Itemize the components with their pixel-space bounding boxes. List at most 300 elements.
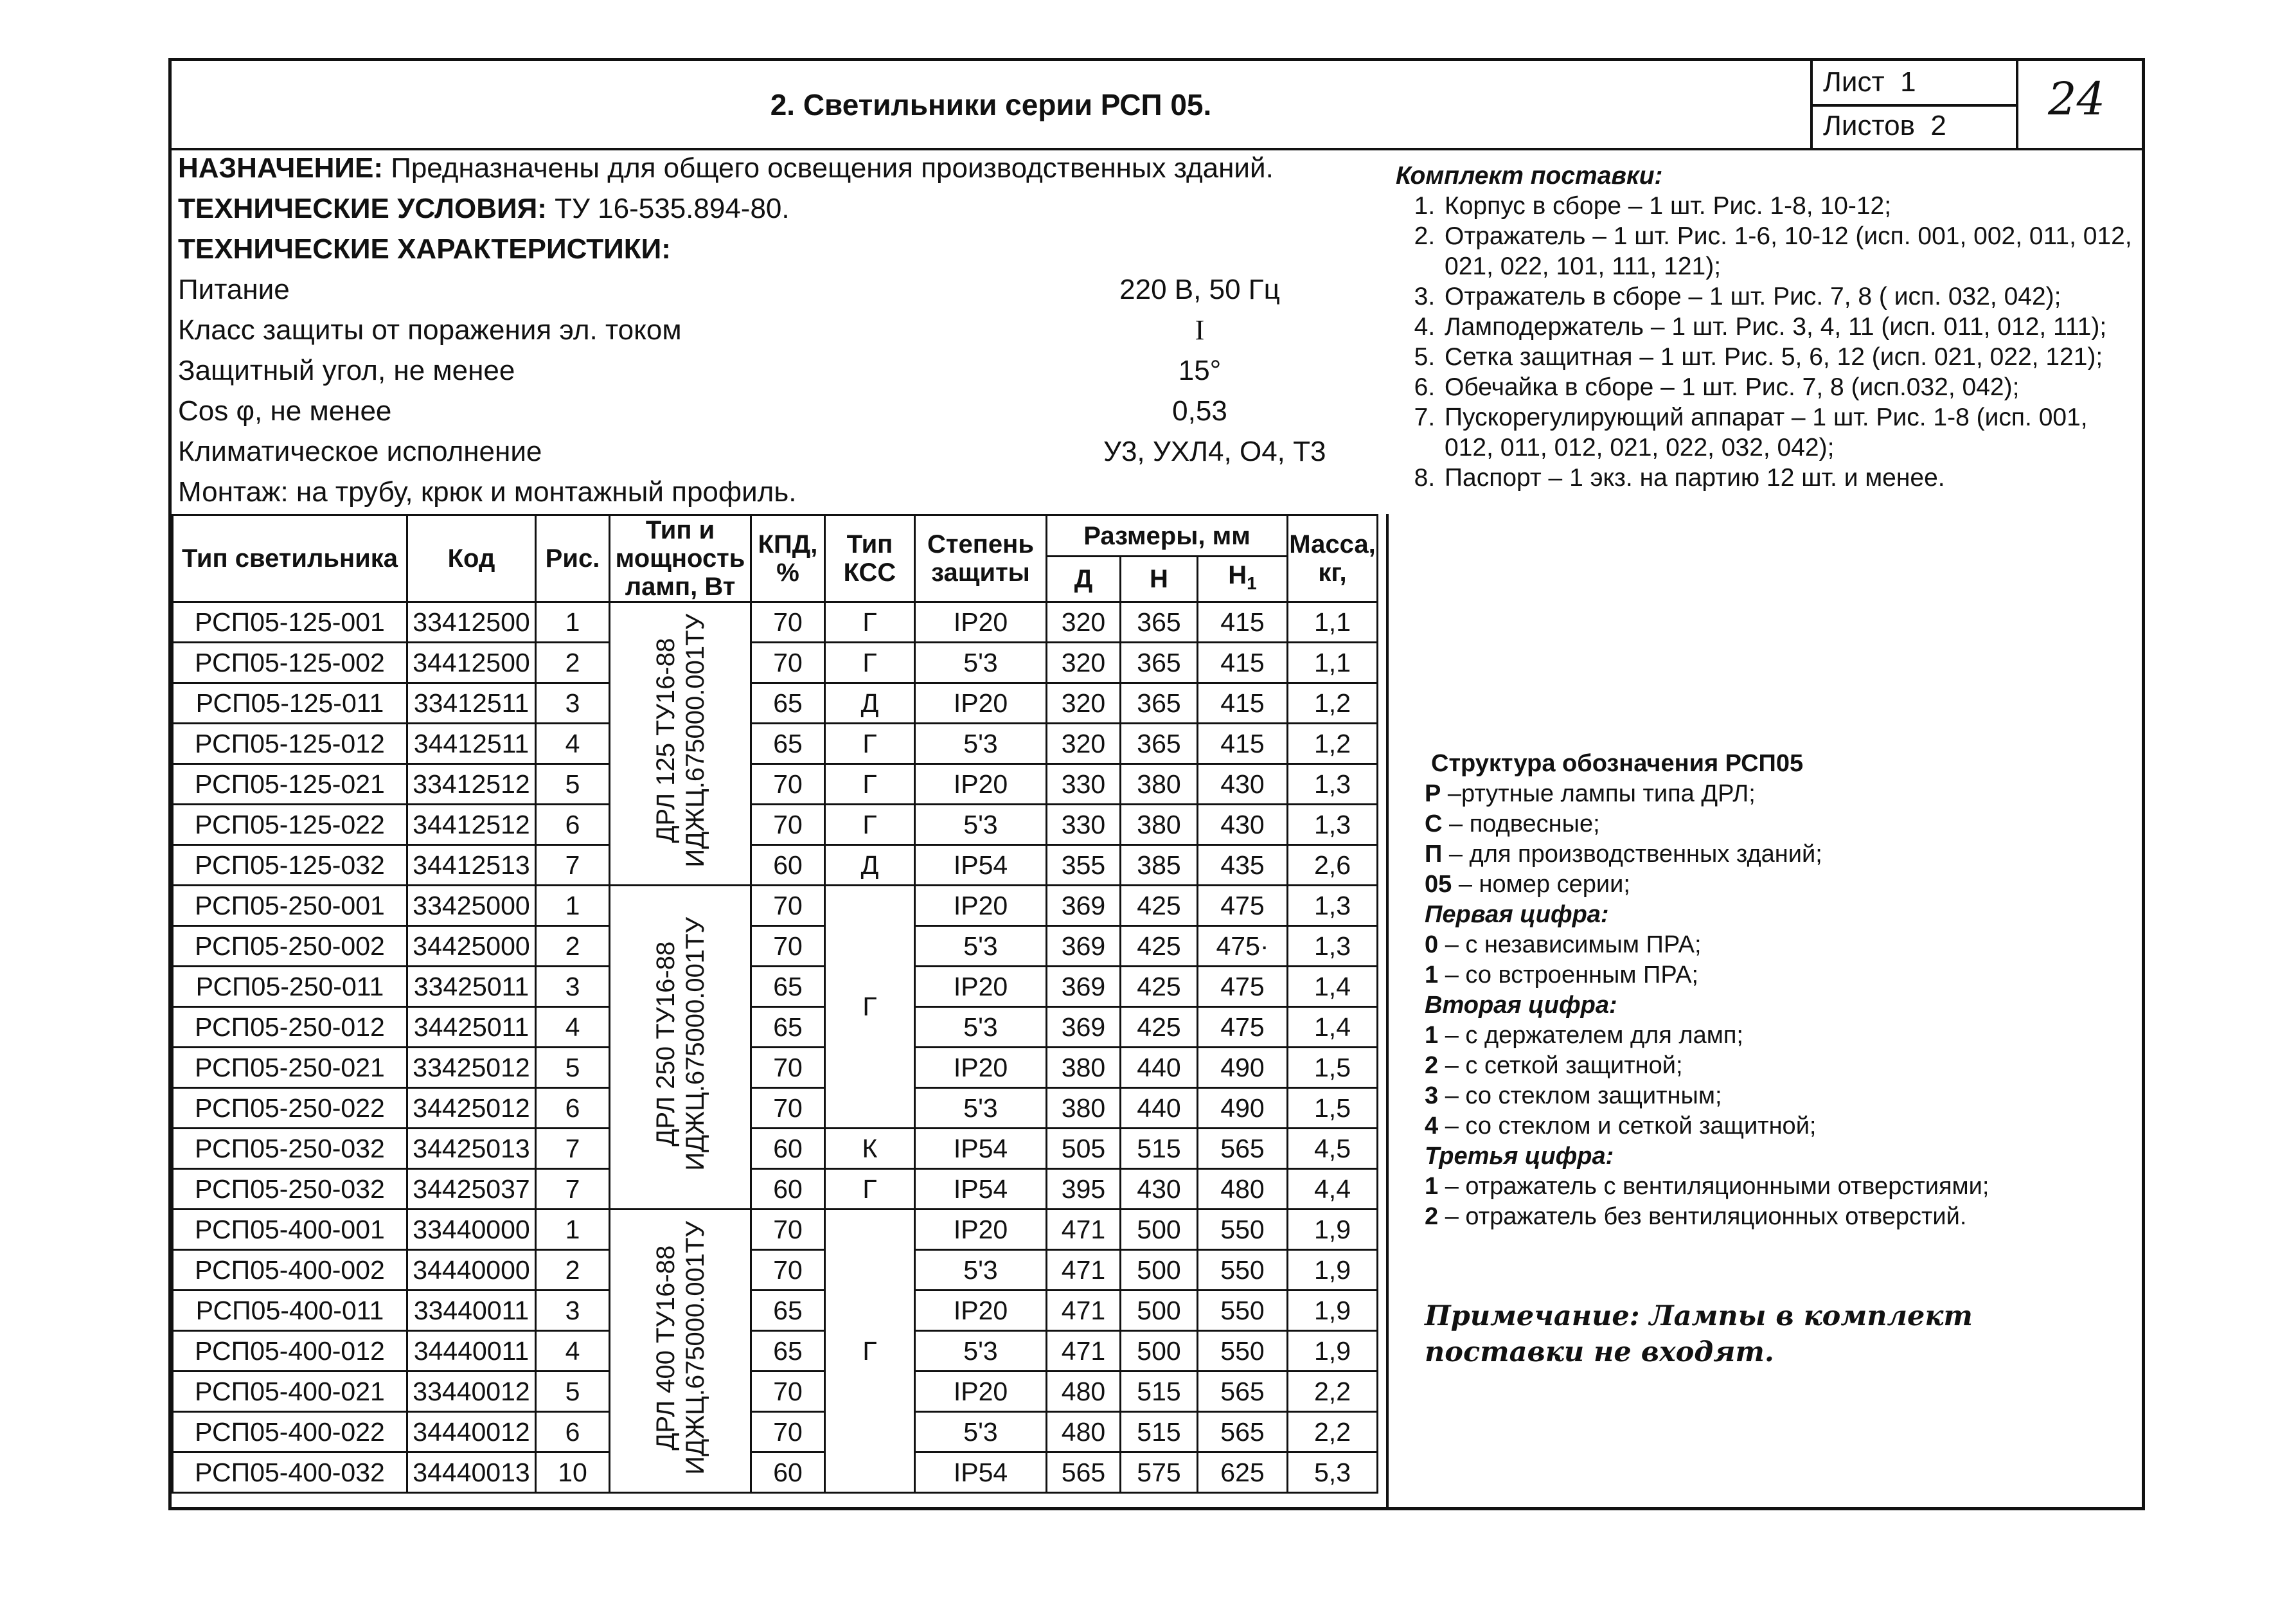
- structure-line: [1425, 839, 2131, 870]
- cell-type: РСП05-400-001: [173, 1210, 407, 1250]
- cell-protection: IP54: [915, 1452, 1047, 1493]
- code-digit: 0: [1425, 931, 1439, 958]
- cell-type: РСП05-400-021: [173, 1371, 407, 1412]
- cell-h: 365: [1121, 602, 1198, 643]
- cell-fig: 7: [536, 1129, 610, 1169]
- tu-text: ТУ 16-535.894-80.: [546, 193, 790, 224]
- tu-row: [178, 188, 1386, 229]
- table-row: [173, 764, 1378, 805]
- cell-kpd: 70: [751, 602, 825, 643]
- cell-fig: 3: [536, 1291, 610, 1331]
- structure-line: [1425, 930, 2131, 960]
- cell-type: РСП05-250-011: [173, 967, 407, 1007]
- cell-protection: IP54: [915, 1129, 1047, 1169]
- code-meaning: – с держателем для ламп;: [1438, 1022, 1743, 1049]
- cell-fig: 7: [536, 1169, 610, 1210]
- table-row: [173, 683, 1378, 724]
- cell-fig: 1: [536, 1210, 610, 1250]
- cell-protection: IP54: [915, 1169, 1047, 1210]
- code-letter: П: [1425, 841, 1443, 868]
- cell-kss: К: [825, 1129, 915, 1169]
- cell-h: 430: [1121, 1169, 1198, 1210]
- cell-kpd: 70: [751, 926, 825, 967]
- structure-title: Структура обозначения РСП05: [1431, 750, 1804, 777]
- sheets-value: 2: [1930, 110, 1946, 141]
- cell-mass: 2,2: [1288, 1412, 1378, 1452]
- cell-type: РСП05-125-011: [173, 683, 407, 724]
- cell-fig: 3: [536, 967, 610, 1007]
- table-row: [173, 967, 1378, 1007]
- cell-h: 365: [1121, 643, 1198, 683]
- cell-h: 425: [1121, 1007, 1198, 1048]
- spec-name: Класс защиты от поражения эл. током: [178, 314, 682, 346]
- structure-line: [1425, 779, 2131, 809]
- cell-fig: 1: [536, 886, 610, 926]
- cell-protection: 5'3: [915, 1412, 1047, 1452]
- structure-line: [1425, 1051, 2131, 1081]
- note-text: Примечание: Лампы в комплект поставки не входят.: [1425, 1300, 1973, 1368]
- lamp-group-line: ИДЖЦ.675000.001ТУ: [681, 1220, 709, 1475]
- cell-mass: 1,4: [1288, 1007, 1378, 1048]
- cell-code: 33440000: [407, 1210, 536, 1250]
- table-row: [173, 1169, 1378, 1210]
- column-divider: [1386, 514, 1389, 1507]
- cell-kss-group: Г: [825, 1210, 915, 1493]
- cell-kpd: 65: [751, 967, 825, 1007]
- lamp-group-line: ДРЛ 400 ТУ16-88: [651, 1245, 680, 1451]
- cell-type: РСП05-125-032: [173, 845, 407, 886]
- lamp-group-label: [651, 917, 710, 1171]
- cell-code: 33425012: [407, 1048, 536, 1088]
- cell-d: 380: [1047, 1088, 1121, 1129]
- purpose-row: [178, 148, 1386, 188]
- cell-h: 575: [1121, 1452, 1198, 1493]
- cell-type: РСП05-250-032: [173, 1129, 407, 1169]
- cell-fig: 5: [536, 764, 610, 805]
- cell-h1: 415: [1198, 602, 1288, 643]
- cell-protection: IP20: [915, 1210, 1047, 1250]
- cell-h: 385: [1121, 845, 1198, 886]
- code-digit: 2: [1425, 1203, 1439, 1230]
- cell-lamp-group: [610, 886, 751, 1210]
- code-meaning: – со стеклом и сеткой защитной;: [1438, 1112, 1817, 1139]
- cell-kpd: 65: [751, 1007, 825, 1048]
- cell-kpd: 70: [751, 764, 825, 805]
- cell-protection: 5'3: [915, 724, 1047, 764]
- cell-mass: 5,3: [1288, 1452, 1378, 1493]
- cell-type: РСП05-125-002: [173, 643, 407, 683]
- table-row: [173, 805, 1378, 845]
- table-row: [173, 1331, 1378, 1371]
- spec-value: I: [1195, 314, 1205, 346]
- code-digit: 1: [1425, 1173, 1439, 1200]
- cell-h1: 565: [1198, 1129, 1288, 1169]
- cell-mass: 1,2: [1288, 724, 1378, 764]
- cell-mass: 4,5: [1288, 1129, 1378, 1169]
- cell-h: 500: [1121, 1210, 1198, 1250]
- cell-protection: IP20: [915, 602, 1047, 643]
- sheet-label: Лист: [1823, 66, 1885, 98]
- cell-h1: 550: [1198, 1291, 1288, 1331]
- cell-mass: 1,9: [1288, 1210, 1378, 1250]
- cell-h: 365: [1121, 724, 1198, 764]
- cell-protection: 5'3: [915, 1088, 1047, 1129]
- delivery-item: 2. Отражатель – 1 шт. Рис. 1-6, 10-12 (исп. 001, 002, 011, 012, 021, 022, 101, 111, 121);: [1442, 221, 2135, 281]
- cell-fig: 2: [536, 643, 610, 683]
- cell-protection: IP20: [915, 683, 1047, 724]
- cell-code: 33412512: [407, 764, 536, 805]
- col-header-kss: Тип КСС: [825, 515, 915, 602]
- cell-protection: IP20: [915, 1291, 1047, 1331]
- cell-kss-group: Г: [825, 886, 915, 1129]
- cell-protection: IP20: [915, 1048, 1047, 1088]
- delivery-item: 8. Паспорт – 1 экз. на партию 12 шт. и менее.: [1442, 463, 2135, 493]
- cell-d: 320: [1047, 683, 1121, 724]
- cell-d: 471: [1047, 1331, 1121, 1371]
- cell-code: 34412512: [407, 805, 536, 845]
- cell-type: РСП05-400-012: [173, 1331, 407, 1371]
- cell-h1: 475: [1198, 886, 1288, 926]
- cell-h1: 550: [1198, 1210, 1288, 1250]
- cell-type: РСП05-400-002: [173, 1250, 407, 1291]
- cell-kss: Д: [825, 683, 915, 724]
- cell-code: 34425011: [407, 1007, 536, 1048]
- third-digit-label: Третья цифра:: [1425, 1143, 1614, 1170]
- cell-d: 480: [1047, 1412, 1121, 1452]
- cell-h: 365: [1121, 683, 1198, 724]
- cell-d: 369: [1047, 886, 1121, 926]
- structure-line: [1425, 1021, 2131, 1051]
- spec-row: [178, 350, 1386, 391]
- cell-h: 425: [1121, 967, 1198, 1007]
- specs-heading: [178, 229, 1386, 269]
- delivery-item: 6. Обечайка в сборе – 1 шт. Рис. 7, 8 (исп.032, 042);: [1442, 372, 2135, 402]
- code-digit: 3: [1425, 1082, 1439, 1109]
- spec-row: [178, 431, 1386, 472]
- spec-value: 0,53: [1172, 395, 1227, 427]
- cell-d: 380: [1047, 1048, 1121, 1088]
- code-letter: Р: [1425, 780, 1441, 807]
- code-meaning: –ртутные лампы типа ДРЛ;: [1441, 780, 1756, 807]
- table-row: [173, 845, 1378, 886]
- cell-d: 505: [1047, 1129, 1121, 1169]
- cell-code: 33412511: [407, 683, 536, 724]
- table-row: [173, 602, 1378, 643]
- cell-type: РСП05-250-021: [173, 1048, 407, 1088]
- cell-fig: 3: [536, 683, 610, 724]
- code-digit: 4: [1425, 1112, 1439, 1139]
- lamp-group-line: ИДЖЦ.675000.001ТУ: [681, 917, 709, 1171]
- col-header-mass: Масса, кг,: [1288, 515, 1378, 602]
- cell-kss: Г: [825, 602, 915, 643]
- cell-mass: 1,2: [1288, 683, 1378, 724]
- cell-protection: IP54: [915, 845, 1047, 886]
- lamp-group-label: [651, 614, 710, 868]
- col-header-type: Тип светильника: [173, 515, 407, 602]
- cell-h1: 475: [1198, 1007, 1288, 1048]
- cell-fig: 10: [536, 1452, 610, 1493]
- table-row: [173, 1291, 1378, 1331]
- cell-mass: 1,3: [1288, 764, 1378, 805]
- cell-h: 500: [1121, 1331, 1198, 1371]
- cell-h1: 550: [1198, 1250, 1288, 1291]
- spec-value: У3, УХЛ4, О4, Т3: [1103, 436, 1326, 467]
- cell-mass: 1,5: [1288, 1088, 1378, 1129]
- cell-code: 33440011: [407, 1291, 536, 1331]
- spec-row: [178, 310, 1386, 350]
- cell-h1: 550: [1198, 1331, 1288, 1371]
- cell-code: 34440013: [407, 1452, 536, 1493]
- cell-code: 33425000: [407, 886, 536, 926]
- cell-fig: 6: [536, 1412, 610, 1452]
- cell-h: 425: [1121, 886, 1198, 926]
- sheet-cell: [1823, 66, 1916, 98]
- h1-letter: Н: [1228, 560, 1247, 589]
- cell-code: 34425013: [407, 1129, 536, 1169]
- cell-kss: Д: [825, 845, 915, 886]
- first-digit-label: Первая цифра:: [1425, 901, 1609, 928]
- cell-protection: 5'3: [915, 926, 1047, 967]
- cell-code: 33412500: [407, 602, 536, 643]
- code-meaning: – для производственных зданий;: [1442, 841, 1822, 868]
- cell-d: 320: [1047, 724, 1121, 764]
- delivery-item: 7. Пускорегулирующий аппарат – 1 шт. Рис. 1-8 (исп. 001, 012, 011, 012, 021, 022, 032, 042);: [1442, 402, 2135, 463]
- cell-h1: 430: [1198, 764, 1288, 805]
- cell-fig: 6: [536, 805, 610, 845]
- col-header-protection: Степень защиты: [915, 515, 1047, 602]
- structure-line: [1425, 1081, 2131, 1111]
- cell-d: 369: [1047, 926, 1121, 967]
- spec-name: Питание: [178, 274, 290, 305]
- table-row: [173, 1048, 1378, 1088]
- cell-h1: 565: [1198, 1371, 1288, 1412]
- cell-fig: 4: [536, 1007, 610, 1048]
- cell-h1: 415: [1198, 643, 1288, 683]
- cell-kpd: 65: [751, 683, 825, 724]
- cell-mass: 1,9: [1288, 1291, 1378, 1331]
- cell-protection: 5'3: [915, 1331, 1047, 1371]
- cell-mass: 1,9: [1288, 1250, 1378, 1291]
- cell-kpd: 60: [751, 845, 825, 886]
- purpose-label: НАЗНАЧЕНИЕ:: [178, 152, 383, 184]
- cell-kss: Г: [825, 805, 915, 845]
- cell-d: 369: [1047, 967, 1121, 1007]
- cell-type: РСП05-250-002: [173, 926, 407, 967]
- cell-type: РСП05-400-032: [173, 1452, 407, 1493]
- cell-kpd: 70: [751, 805, 825, 845]
- cell-lamp-group: [610, 602, 751, 886]
- mounting-row: Монтаж: на трубу, крюк и монтажный профиль.: [178, 476, 797, 508]
- code-meaning: – отражатель с вентиляционными отверстиями;: [1438, 1173, 1989, 1200]
- cell-d: 369: [1047, 1007, 1121, 1048]
- delivery-item: 3. Отражатель в сборе – 1 шт. Рис. 7, 8 ( исп. 032, 042);: [1442, 281, 2135, 312]
- delivery-section: [1396, 161, 2135, 493]
- cell-h1: 490: [1198, 1088, 1288, 1129]
- cell-kpd: 60: [751, 1169, 825, 1210]
- structure-line: [1425, 960, 2131, 990]
- cell-h: 440: [1121, 1088, 1198, 1129]
- cell-d: 330: [1047, 805, 1121, 845]
- code-digit: 2: [1425, 1052, 1439, 1079]
- table-row: [173, 1371, 1378, 1412]
- tu-label: ТЕХНИЧЕСКИЕ УСЛОВИЯ:: [178, 193, 547, 224]
- cell-type: РСП05-250-032: [173, 1169, 407, 1210]
- cell-type: РСП05-125-001: [173, 602, 407, 643]
- cell-h1: 475: [1198, 967, 1288, 1007]
- cell-protection: IP20: [915, 886, 1047, 926]
- table-row: [173, 926, 1378, 967]
- cell-h: 380: [1121, 805, 1198, 845]
- second-digit-label: Вторая цифра:: [1425, 992, 1617, 1019]
- code-meaning: – подвесные;: [1442, 810, 1600, 837]
- cell-code: 34412513: [407, 845, 536, 886]
- code-meaning: – с сеткой защитной;: [1438, 1052, 1683, 1079]
- table-row: [173, 1412, 1378, 1452]
- cell-code: 34440012: [407, 1412, 536, 1452]
- cell-kpd: 70: [751, 1412, 825, 1452]
- table-row: [173, 1250, 1378, 1291]
- cell-fig: 2: [536, 926, 610, 967]
- cell-mass: 2,2: [1288, 1371, 1378, 1412]
- cell-h1: 565: [1198, 1412, 1288, 1452]
- cell-h: 440: [1121, 1048, 1198, 1088]
- cell-kpd: 70: [751, 643, 825, 683]
- table-row: [173, 1007, 1378, 1048]
- cell-kpd: 65: [751, 1291, 825, 1331]
- cell-lamp-group: [610, 1210, 751, 1493]
- delivery-item: 4. Ламподержатель – 1 шт. Рис. 3, 4, 11 (исп. 011, 012, 111);: [1442, 312, 2135, 342]
- cell-kpd: 70: [751, 1250, 825, 1291]
- page-number-handwritten: 24: [2048, 73, 2106, 125]
- spec-value: 15°: [1178, 355, 1222, 386]
- code-digit: 1: [1425, 1022, 1439, 1049]
- cell-mass: 1,1: [1288, 602, 1378, 643]
- page-title: 2. Светильники серии РСП 05.: [770, 87, 1212, 121]
- intro-section: [178, 148, 1386, 512]
- delivery-item: 5. Сетка защитная – 1 шт. Рис. 5, 6, 12 (исп. 021, 022, 121);: [1442, 342, 2135, 372]
- cell-kpd: 65: [751, 724, 825, 764]
- structure-line: [1425, 809, 2131, 839]
- cell-code: 34440011: [407, 1331, 536, 1371]
- cell-code: 33425011: [407, 967, 536, 1007]
- cell-h: 500: [1121, 1250, 1198, 1291]
- spec-name: Климатическое исполнение: [178, 436, 542, 467]
- cell-d: 355: [1047, 845, 1121, 886]
- cell-fig: 4: [536, 724, 610, 764]
- cell-mass: 2,6: [1288, 845, 1378, 886]
- cell-type: РСП05-400-022: [173, 1412, 407, 1452]
- col-header-h1: [1198, 557, 1288, 602]
- structure-line: [1425, 1111, 2131, 1141]
- cell-h: 515: [1121, 1412, 1198, 1452]
- col-header-d: Д: [1047, 557, 1121, 602]
- cell-fig: 7: [536, 845, 610, 886]
- cell-type: РСП05-125-022: [173, 805, 407, 845]
- document-sheet: [168, 58, 2145, 1510]
- spec-value: 220 В, 50 Гц: [1119, 274, 1280, 305]
- cell-kpd: 70: [751, 1371, 825, 1412]
- col-header-dims: Размеры, мм: [1047, 515, 1288, 557]
- cell-type: РСП05-125-021: [173, 764, 407, 805]
- cell-fig: 2: [536, 1250, 610, 1291]
- cell-mass: 1,4: [1288, 967, 1378, 1007]
- cell-protection: IP20: [915, 967, 1047, 1007]
- sheets-cell: [1823, 110, 1946, 142]
- structure-line: [1425, 1172, 2131, 1202]
- table-row: [173, 724, 1378, 764]
- delivery-title: Комплект поставки:: [1396, 162, 1663, 190]
- cell-h1: 415: [1198, 683, 1288, 724]
- cell-h: 515: [1121, 1371, 1198, 1412]
- sheet-value: 1: [1900, 66, 1916, 98]
- lamp-group-label: [651, 1221, 710, 1475]
- cell-fig: 5: [536, 1371, 610, 1412]
- cell-protection: 5'3: [915, 1250, 1047, 1291]
- delivery-list: [1396, 191, 2135, 493]
- cell-type: РСП05-250-022: [173, 1088, 407, 1129]
- spec-name: Cos φ, не менее: [178, 395, 392, 427]
- cell-protection: 5'3: [915, 805, 1047, 845]
- table-row: [173, 643, 1378, 683]
- cell-type: РСП05-250-001: [173, 886, 407, 926]
- cell-h1: 415: [1198, 724, 1288, 764]
- table-row: [173, 1452, 1378, 1493]
- table-row: [173, 1088, 1378, 1129]
- lamp-group-line: ДРЛ 125 ТУ16-88: [651, 638, 680, 843]
- cell-mass: 1,1: [1288, 643, 1378, 683]
- code-meaning: – с независимым ПРА;: [1438, 931, 1702, 958]
- col-header-code: Код: [407, 515, 536, 602]
- cell-h1: 435: [1198, 845, 1288, 886]
- table-row: [173, 1210, 1378, 1250]
- cell-protection: IP20: [915, 1371, 1047, 1412]
- col-header-lamp: Тип и мощность ламп, Вт: [610, 515, 751, 602]
- cell-code: 34425037: [407, 1169, 536, 1210]
- cell-kss: Г: [825, 643, 915, 683]
- purpose-text: Предназначены для общего освещения производственных зданий.: [382, 152, 1274, 184]
- cell-fig: 6: [536, 1088, 610, 1129]
- col-header-fig: Рис.: [536, 515, 610, 602]
- cell-d: 330: [1047, 764, 1121, 805]
- cell-h1: 625: [1198, 1452, 1288, 1493]
- cell-mass: 1,5: [1288, 1048, 1378, 1088]
- cell-fig: 5: [536, 1048, 610, 1088]
- cell-mass: 1,9: [1288, 1331, 1378, 1371]
- specs-label: ТЕХНИЧЕСКИЕ ХАРАКТЕРИСТИКИ:: [178, 233, 671, 265]
- cell-kss: Г: [825, 1169, 915, 1210]
- cell-h1: 430: [1198, 805, 1288, 845]
- cell-type: РСП05-125-012: [173, 724, 407, 764]
- cell-code: 34440000: [407, 1250, 536, 1291]
- cell-type: РСП05-400-011: [173, 1291, 407, 1331]
- structure-section: [1425, 749, 2131, 1232]
- lamp-group-line: ИДЖЦ.675000.001ТУ: [681, 613, 709, 868]
- cell-mass: 1,3: [1288, 886, 1378, 926]
- cell-protection: IP20: [915, 764, 1047, 805]
- cell-h: 380: [1121, 764, 1198, 805]
- structure-line: [1425, 1202, 2131, 1232]
- cell-h: 515: [1121, 1129, 1198, 1169]
- cell-kpd: 70: [751, 1048, 825, 1088]
- cell-mass: 1,3: [1288, 805, 1378, 845]
- sheets-label: Листов: [1823, 110, 1915, 141]
- cell-mass: 1,3: [1288, 926, 1378, 967]
- cell-kpd: 70: [751, 1088, 825, 1129]
- cell-mass: 4,4: [1288, 1169, 1378, 1210]
- lamp-group-line: ДРЛ 250 ТУ16-88: [651, 942, 680, 1147]
- cell-d: 471: [1047, 1210, 1121, 1250]
- cell-d: 471: [1047, 1250, 1121, 1291]
